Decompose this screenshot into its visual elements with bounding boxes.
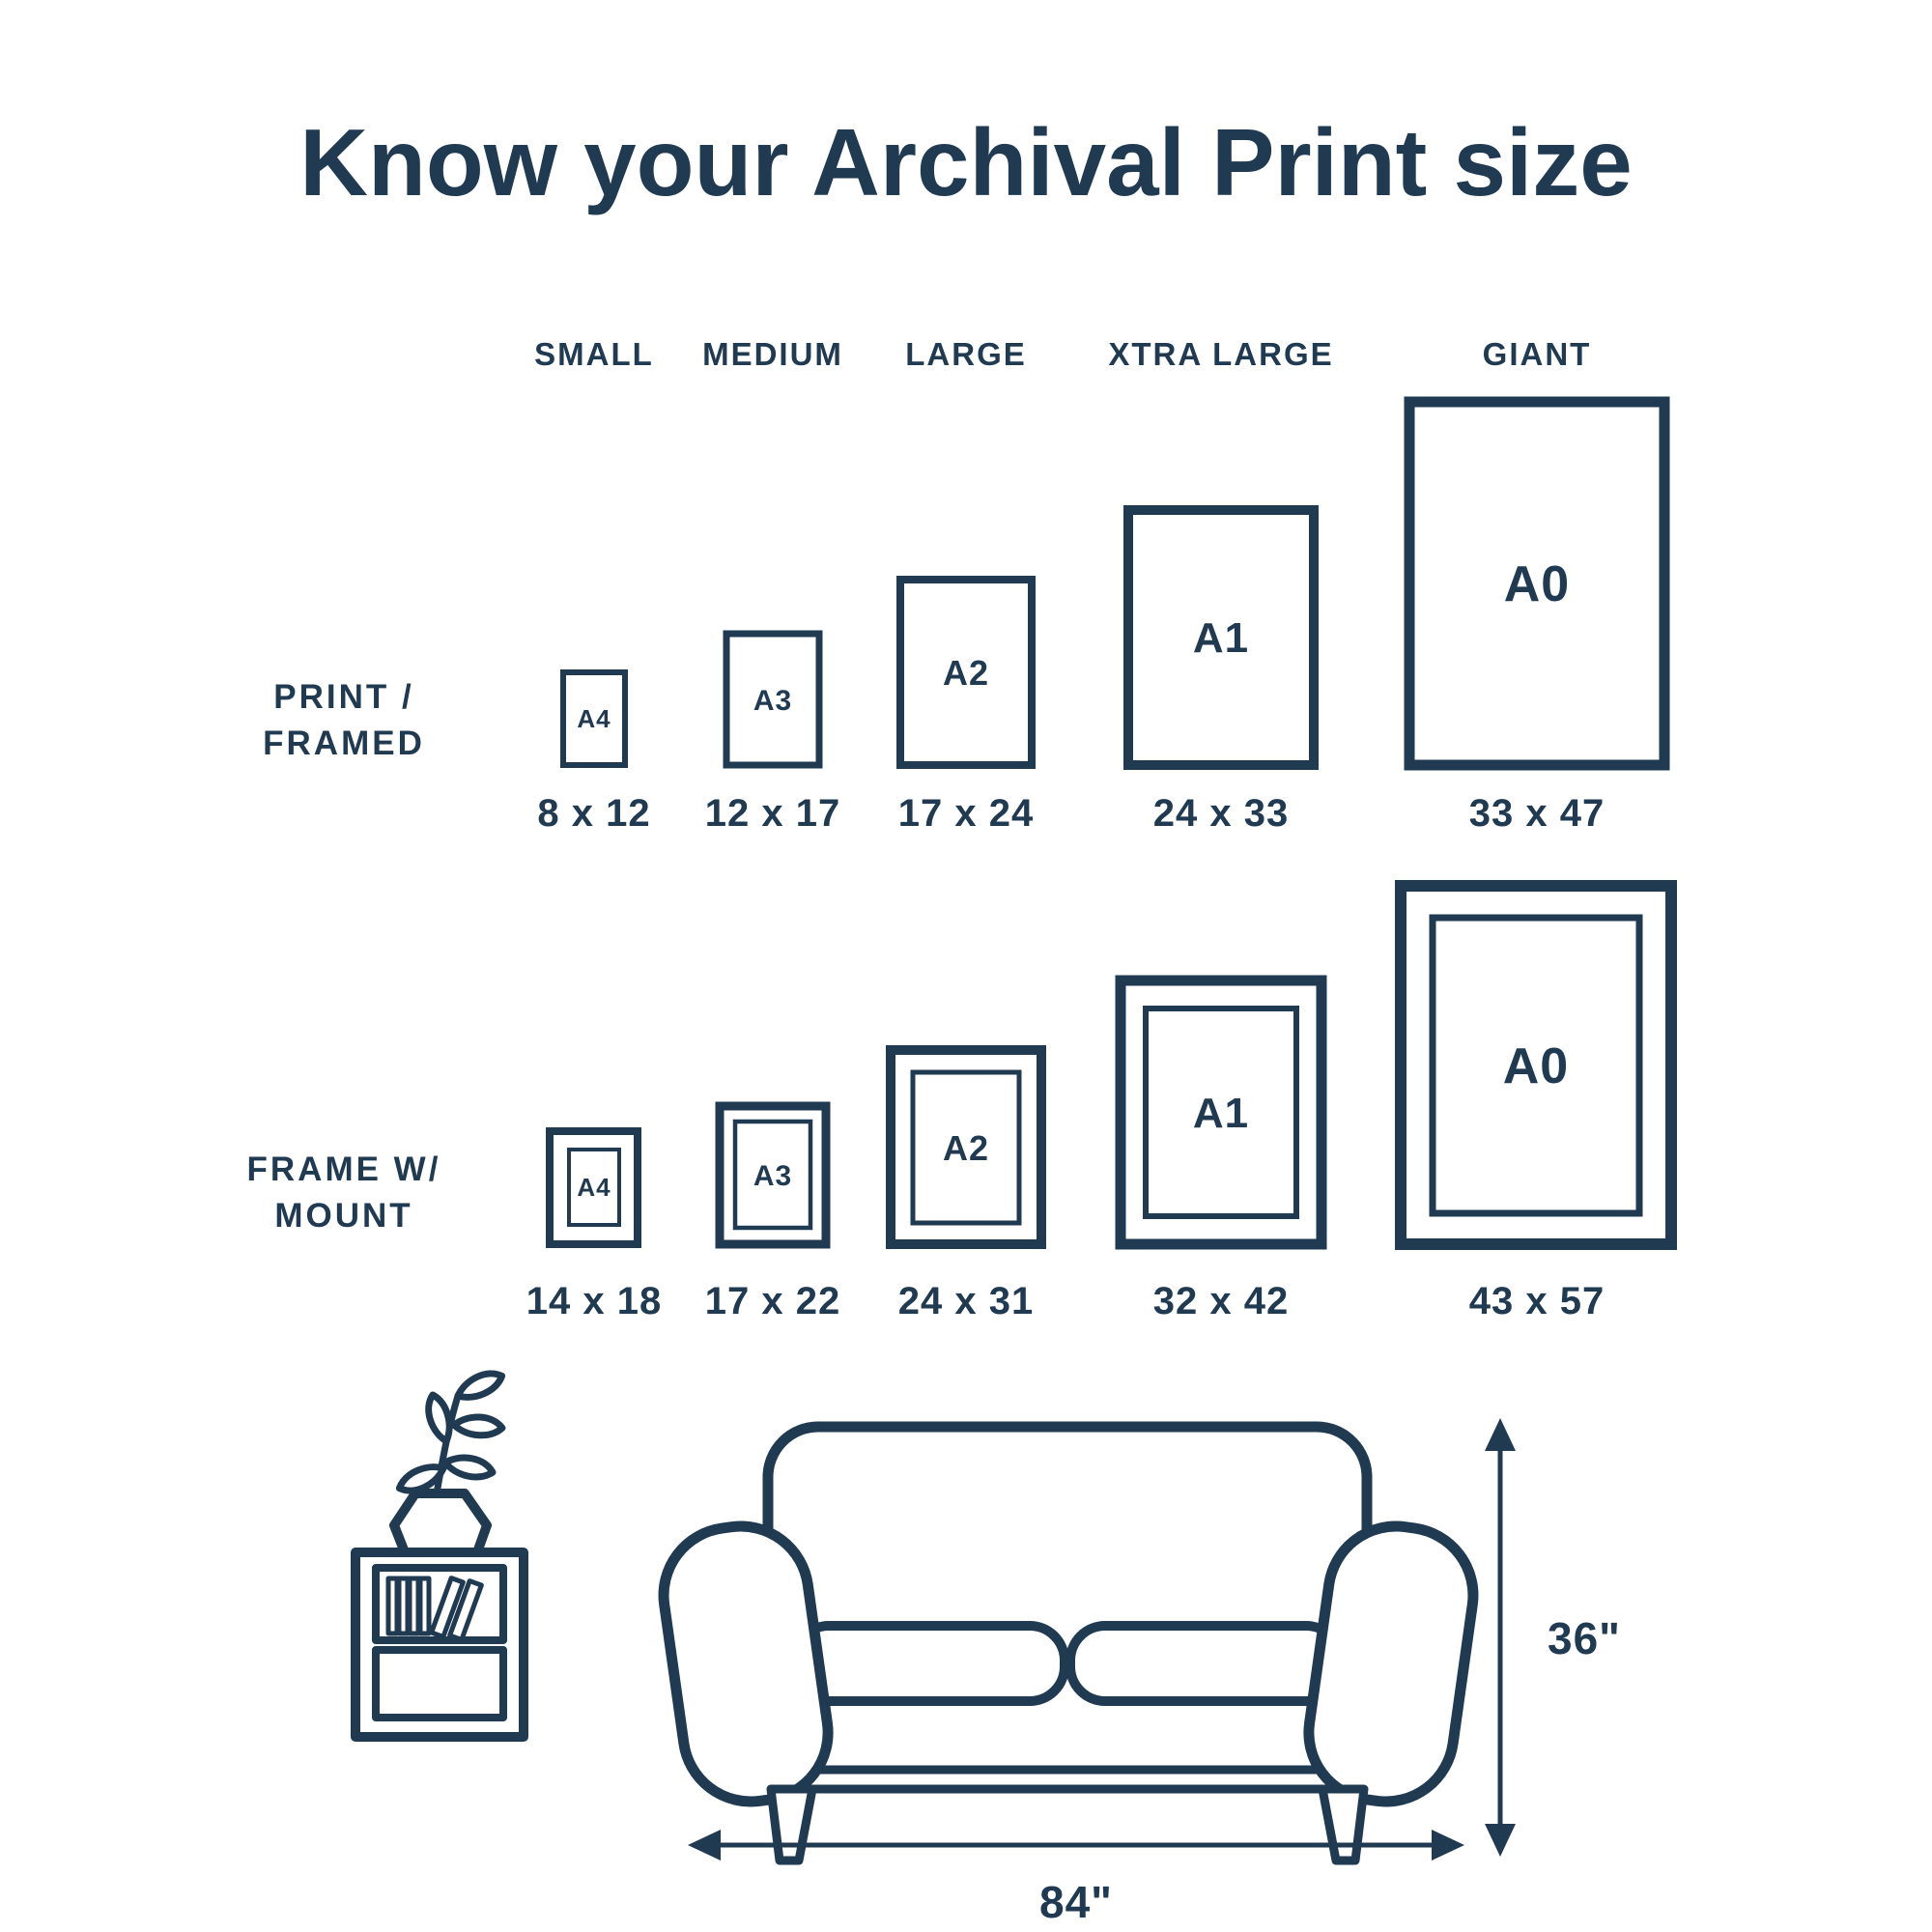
frame-a3	[720, 1106, 826, 1244]
print-a0	[1409, 402, 1664, 765]
frame-row	[550, 886, 1671, 1244]
table-shelf-bottom	[376, 1650, 503, 1718]
side-table-icon	[355, 1368, 524, 1737]
book-spine	[410, 1578, 418, 1634]
frame-code-a0: A0	[1502, 1038, 1570, 1094]
mount-size-large: 24 x 31	[897, 1280, 1035, 1322]
print-row	[563, 402, 1664, 765]
print-size-xtra-large: 24 x 33	[1152, 792, 1290, 835]
print-code-a2: A2	[942, 653, 990, 693]
plant-leaf	[453, 1414, 503, 1437]
plant-icon	[396, 1368, 506, 1496]
arrow-down-icon	[1485, 1824, 1516, 1857]
column-header-large: LARGE	[905, 336, 1027, 372]
print-size-labels	[537, 792, 1605, 835]
row2-label-line2: MOUNT	[274, 1197, 413, 1235]
plant-leaf	[443, 1453, 495, 1482]
frame-a4	[550, 1131, 638, 1244]
column-headers	[534, 336, 1591, 372]
mount-size-small: 14 x 18	[526, 1280, 663, 1322]
sofa-leg-right	[1322, 1789, 1364, 1861]
plant-leaf	[424, 1393, 453, 1444]
height-dimension	[1485, 1418, 1621, 1857]
row-label-print-framed	[263, 678, 425, 762]
row1-label-line2: FRAMED	[263, 724, 425, 762]
print-size-medium: 12 x 17	[704, 792, 841, 835]
sofa-icon	[655, 1427, 1482, 1861]
column-header-giant: GIANT	[1482, 336, 1592, 372]
vase-icon	[394, 1493, 487, 1552]
row2-label-line1: FRAME W/	[246, 1151, 441, 1188]
mount-size-medium: 17 x 22	[704, 1280, 841, 1322]
sofa-cushion-right	[1070, 1626, 1341, 1701]
mount-size-labels	[526, 1280, 1605, 1322]
print-size-large: 17 x 24	[897, 792, 1035, 835]
print-a1	[1128, 510, 1314, 765]
sofa-height-label: 36"	[1548, 1613, 1621, 1663]
plant-leaf	[454, 1368, 505, 1403]
arrow-up-icon	[1485, 1418, 1516, 1451]
frame-a2	[891, 1050, 1041, 1244]
frame-code-a2: A2	[942, 1128, 990, 1168]
sofa-width-label: 84"	[1039, 1877, 1113, 1927]
column-header-small: SMALL	[534, 336, 654, 372]
width-dimension	[688, 1830, 1464, 1927]
page-title: Know your Archival Print size	[299, 109, 1633, 215]
sofa-base-rail	[752, 1770, 1383, 1789]
print-code-a0: A0	[1503, 556, 1571, 612]
book-spine	[388, 1578, 397, 1634]
book-spine	[420, 1578, 429, 1634]
frame-a1	[1121, 980, 1321, 1244]
print-size-giant: 33 x 47	[1468, 792, 1605, 835]
column-header-medium: MEDIUM	[702, 336, 843, 372]
frame-code-a1: A1	[1192, 1090, 1250, 1137]
sofa-leg-left	[771, 1789, 812, 1861]
print-a4	[563, 672, 625, 765]
mount-size-xtra-large: 32 x 42	[1152, 1280, 1290, 1322]
frame-code-a4: A4	[577, 1173, 611, 1202]
frame-code-a3: A3	[753, 1160, 793, 1192]
print-a2	[900, 580, 1032, 765]
print-code-a4: A4	[577, 704, 611, 733]
column-header-xtra-large: XTRA LARGE	[1108, 336, 1334, 372]
arrow-right-icon	[1432, 1830, 1464, 1861]
row1-label-line1: PRINT /	[273, 678, 414, 716]
print-a3	[726, 634, 819, 765]
print-code-a3: A3	[753, 685, 793, 717]
mount-size-giant: 43 x 57	[1468, 1280, 1605, 1322]
book-spine	[399, 1578, 408, 1634]
print-code-a1: A1	[1192, 614, 1250, 662]
row-label-frame-mount	[247, 1151, 441, 1235]
arrow-left-icon	[688, 1830, 721, 1861]
sofa-cushion-left	[794, 1626, 1065, 1701]
frame-a0	[1401, 886, 1671, 1244]
sofa-back	[768, 1427, 1367, 1782]
print-size-small: 8 x 12	[537, 792, 651, 835]
